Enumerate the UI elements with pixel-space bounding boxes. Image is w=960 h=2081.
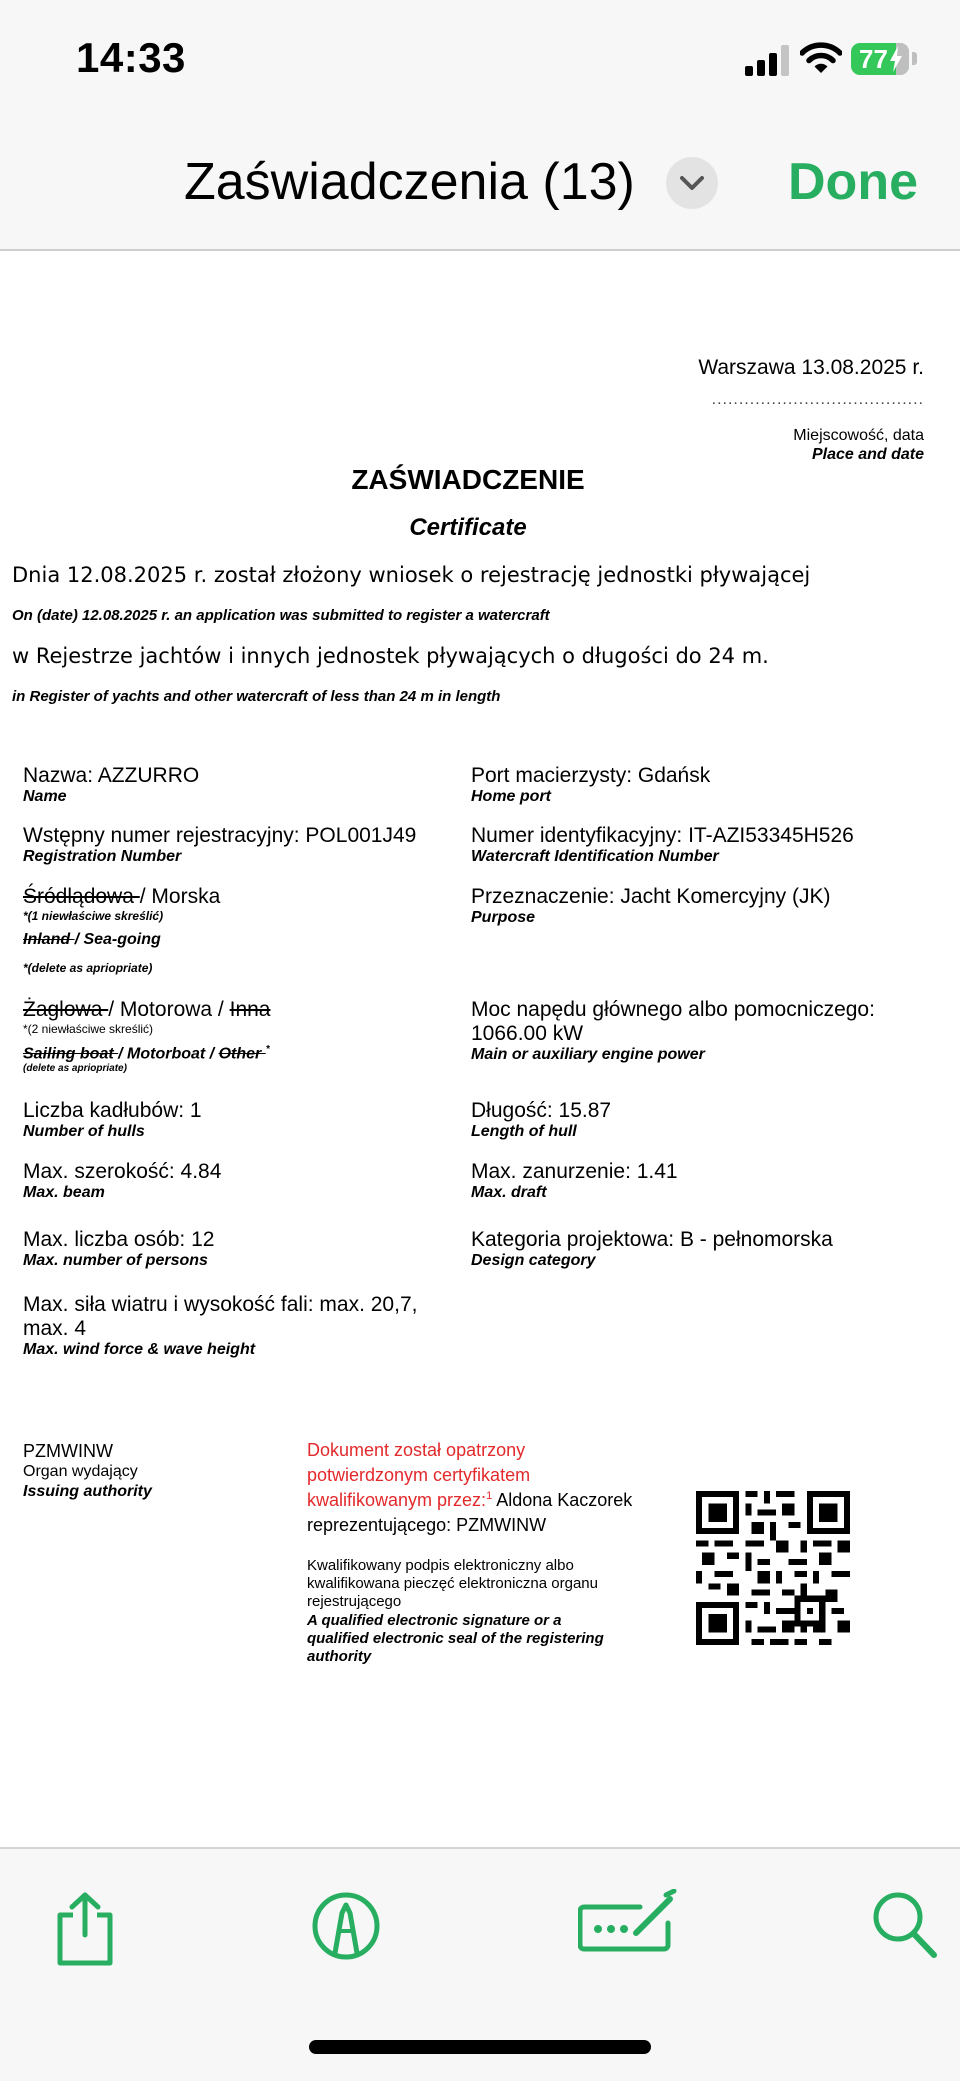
hulls-label-en: Number of hulls xyxy=(23,1123,145,1140)
registration-number-field: Wstępny numer rejestracyjny: POL001J49 xyxy=(23,824,417,847)
wifi-icon xyxy=(800,42,842,74)
place-date-label: Miejscowość, data xyxy=(793,427,924,444)
place-date-value: Warszawa 13.08.2025 r. xyxy=(698,356,924,379)
qr-code xyxy=(696,1491,850,1645)
intro-en-1: On (date) 12.08.2025 r. an application was submitted to register a watercraft xyxy=(12,607,550,624)
intro-en-2: in Register of yachts and other watercraft of less than 24 m in length xyxy=(12,688,501,705)
wind-label-en: Max. wind force & wave height xyxy=(23,1341,256,1358)
purpose-field: Przeznaczenie: Jacht Komercyjny (JK) xyxy=(471,885,831,908)
signature-red-line1: Dokument został opatrzony xyxy=(307,1440,526,1460)
authority-label-en: Issuing authority xyxy=(23,1483,152,1500)
type-note: *(2 niewłaściwe skreślić) xyxy=(23,1022,154,1036)
document-page xyxy=(0,251,960,1847)
type-label-en: Sailing boat / Motorboat / Other * xyxy=(23,1044,270,1063)
battery-level: 77 xyxy=(859,44,888,74)
engine-field-line1: Moc napędu głównego albo pomocniczego: xyxy=(471,998,875,1021)
signature-representing: reprezentującego: PZMWINW xyxy=(307,1515,547,1535)
authority-label: Organ wydający xyxy=(23,1463,138,1480)
signature-en-3: authority xyxy=(307,1648,372,1665)
beam-label-en: Max. beam xyxy=(23,1184,105,1201)
draft-label-en: Max. draft xyxy=(471,1184,547,1201)
share-icon[interactable] xyxy=(54,1891,116,1967)
engine-label-en: Main or auxiliary engine power xyxy=(471,1046,705,1063)
done-button[interactable]: Done xyxy=(788,153,918,211)
nav-title[interactable]: Zaświadczenia (13) xyxy=(184,153,635,211)
charging-bolt-icon xyxy=(889,46,903,72)
wid-field: Numer identyfikacyjny: IT-AZI53345H526 xyxy=(471,824,854,847)
home-indicator xyxy=(309,2040,651,2054)
design-category-field: Kategoria projektowa: B - pełnomorska xyxy=(471,1228,833,1251)
hulls-field: Liczba kadłubów: 1 xyxy=(23,1099,202,1122)
battery-cap xyxy=(912,52,917,65)
signature-red-line2: potwierdzonym certyfikatem xyxy=(307,1465,531,1485)
cellular-signal-icon xyxy=(745,44,789,76)
registration-number-label-en: Registration Number xyxy=(23,848,182,865)
waters-field: Śródlądowa / Morska xyxy=(23,885,221,908)
place-date-label-en: Place and date xyxy=(811,446,924,463)
place-date-dots: ....................................... xyxy=(711,391,924,408)
wind-field-line1: Max. siła wiatru i wysokość fali: max. 20,7, xyxy=(23,1293,418,1316)
home-port-label-en: Home port xyxy=(471,788,551,805)
intro-pl-2: w Rejestrze jachtów i innych jednostek pływających o długości do 24 m. xyxy=(12,644,769,668)
status-bar xyxy=(0,0,960,120)
signature-desc-1: Kwalifikowany podpis elektroniczny albo xyxy=(307,1557,574,1574)
signature-icon[interactable] xyxy=(578,1889,678,1955)
status-time: 14:33 xyxy=(76,34,186,81)
wid-label-en: Watercraft Identification Number xyxy=(471,848,719,865)
wind-field-line2: max. 4 xyxy=(23,1317,87,1340)
length-field: Długość: 15.87 xyxy=(471,1099,612,1122)
battery-icon xyxy=(851,43,909,75)
search-icon[interactable] xyxy=(872,1891,938,1959)
waters-label-en: Inland / Sea-going xyxy=(23,931,161,948)
beam-field: Max. szerokość: 4.84 xyxy=(23,1160,222,1183)
signature-desc-2: kwalifikowana pieczęć elektroniczna organu xyxy=(307,1575,598,1592)
waters-note: *(1 niewłaściwe skreślić) xyxy=(23,909,164,923)
draft-field: Max. zanurzenie: 1.41 xyxy=(471,1160,678,1183)
name-label-en: Name xyxy=(23,788,67,805)
document-heading: ZAŚWIADCZENIE xyxy=(351,464,585,495)
title-menu-button[interactable] xyxy=(666,157,718,209)
signature-desc-3: rejestrującego xyxy=(307,1593,402,1610)
document-subheading: Certificate xyxy=(409,514,527,541)
engine-field-line2: 1066.00 kW xyxy=(471,1022,584,1045)
name-field: Nazwa: AZZURRO xyxy=(23,764,200,787)
signature-en-2: qualified electronic seal of the registering xyxy=(307,1630,604,1647)
authority-name: PZMWINW xyxy=(23,1441,113,1461)
persons-label-en: Max. number of persons xyxy=(23,1252,208,1269)
nav-bar xyxy=(0,120,960,251)
markup-icon[interactable] xyxy=(311,1891,381,1961)
purpose-label-en: Purpose xyxy=(471,909,536,926)
signature-en-1: A qualified electronic signature or a xyxy=(307,1612,562,1629)
chevron-down-icon xyxy=(678,171,706,195)
type-note-en: (delete as apriopriate) xyxy=(23,1063,127,1074)
design-category-label-en: Design category xyxy=(471,1252,596,1269)
waters-note-en: *(delete as apriopriate) xyxy=(23,961,153,975)
home-port-field: Port macierzysty: Gdańsk xyxy=(471,764,711,787)
length-label-en: Length of hull xyxy=(471,1123,577,1140)
intro-pl-1: Dnia 12.08.2025 r. został złożony wniosek o rejestrację jednostki pływającej xyxy=(12,563,811,587)
signature-signer-line: kwalifikowanym przez:$^1$ Aldona Kaczorek xyxy=(307,1490,633,1510)
type-field: Żaglowa / Motorowa / Inna xyxy=(23,998,271,1021)
persons-field: Max. liczba osób: 12 xyxy=(23,1228,215,1251)
